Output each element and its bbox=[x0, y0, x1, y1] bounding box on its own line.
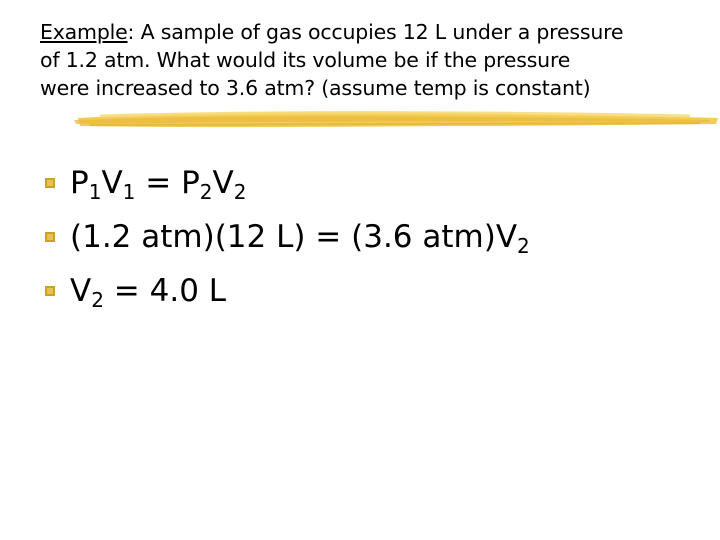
square-bullet-icon bbox=[44, 177, 56, 189]
title-line-3: were increased to 3.6 atm? (assume temp is constant) bbox=[40, 76, 591, 100]
list-item bbox=[44, 264, 704, 318]
answer-equation: $V_2 = 4.0$ L bbox=[70, 273, 227, 312]
list-item bbox=[44, 210, 704, 264]
example-label: Example bbox=[40, 20, 128, 44]
square-bullet-icon bbox=[44, 231, 56, 243]
title-line-2: of 1.2 atm. What would its volume be if the pressure bbox=[40, 48, 571, 72]
title-line-1-text: : A sample of gas occupies 12 L under a pressure bbox=[127, 20, 624, 44]
square-bullet-icon bbox=[44, 285, 56, 297]
boyles-law-equation: $P_1V_1 = P_2V_2$ bbox=[70, 165, 247, 204]
substitution-equation: (1.2 atm)(12 L) = (3.6 $atm)V_2$ bbox=[70, 219, 530, 258]
brush-stroke-divider bbox=[70, 104, 720, 134]
equation-list bbox=[44, 156, 704, 318]
list-item bbox=[44, 156, 704, 210]
title-line-1 bbox=[40, 18, 700, 46]
problem-statement bbox=[40, 18, 700, 102]
